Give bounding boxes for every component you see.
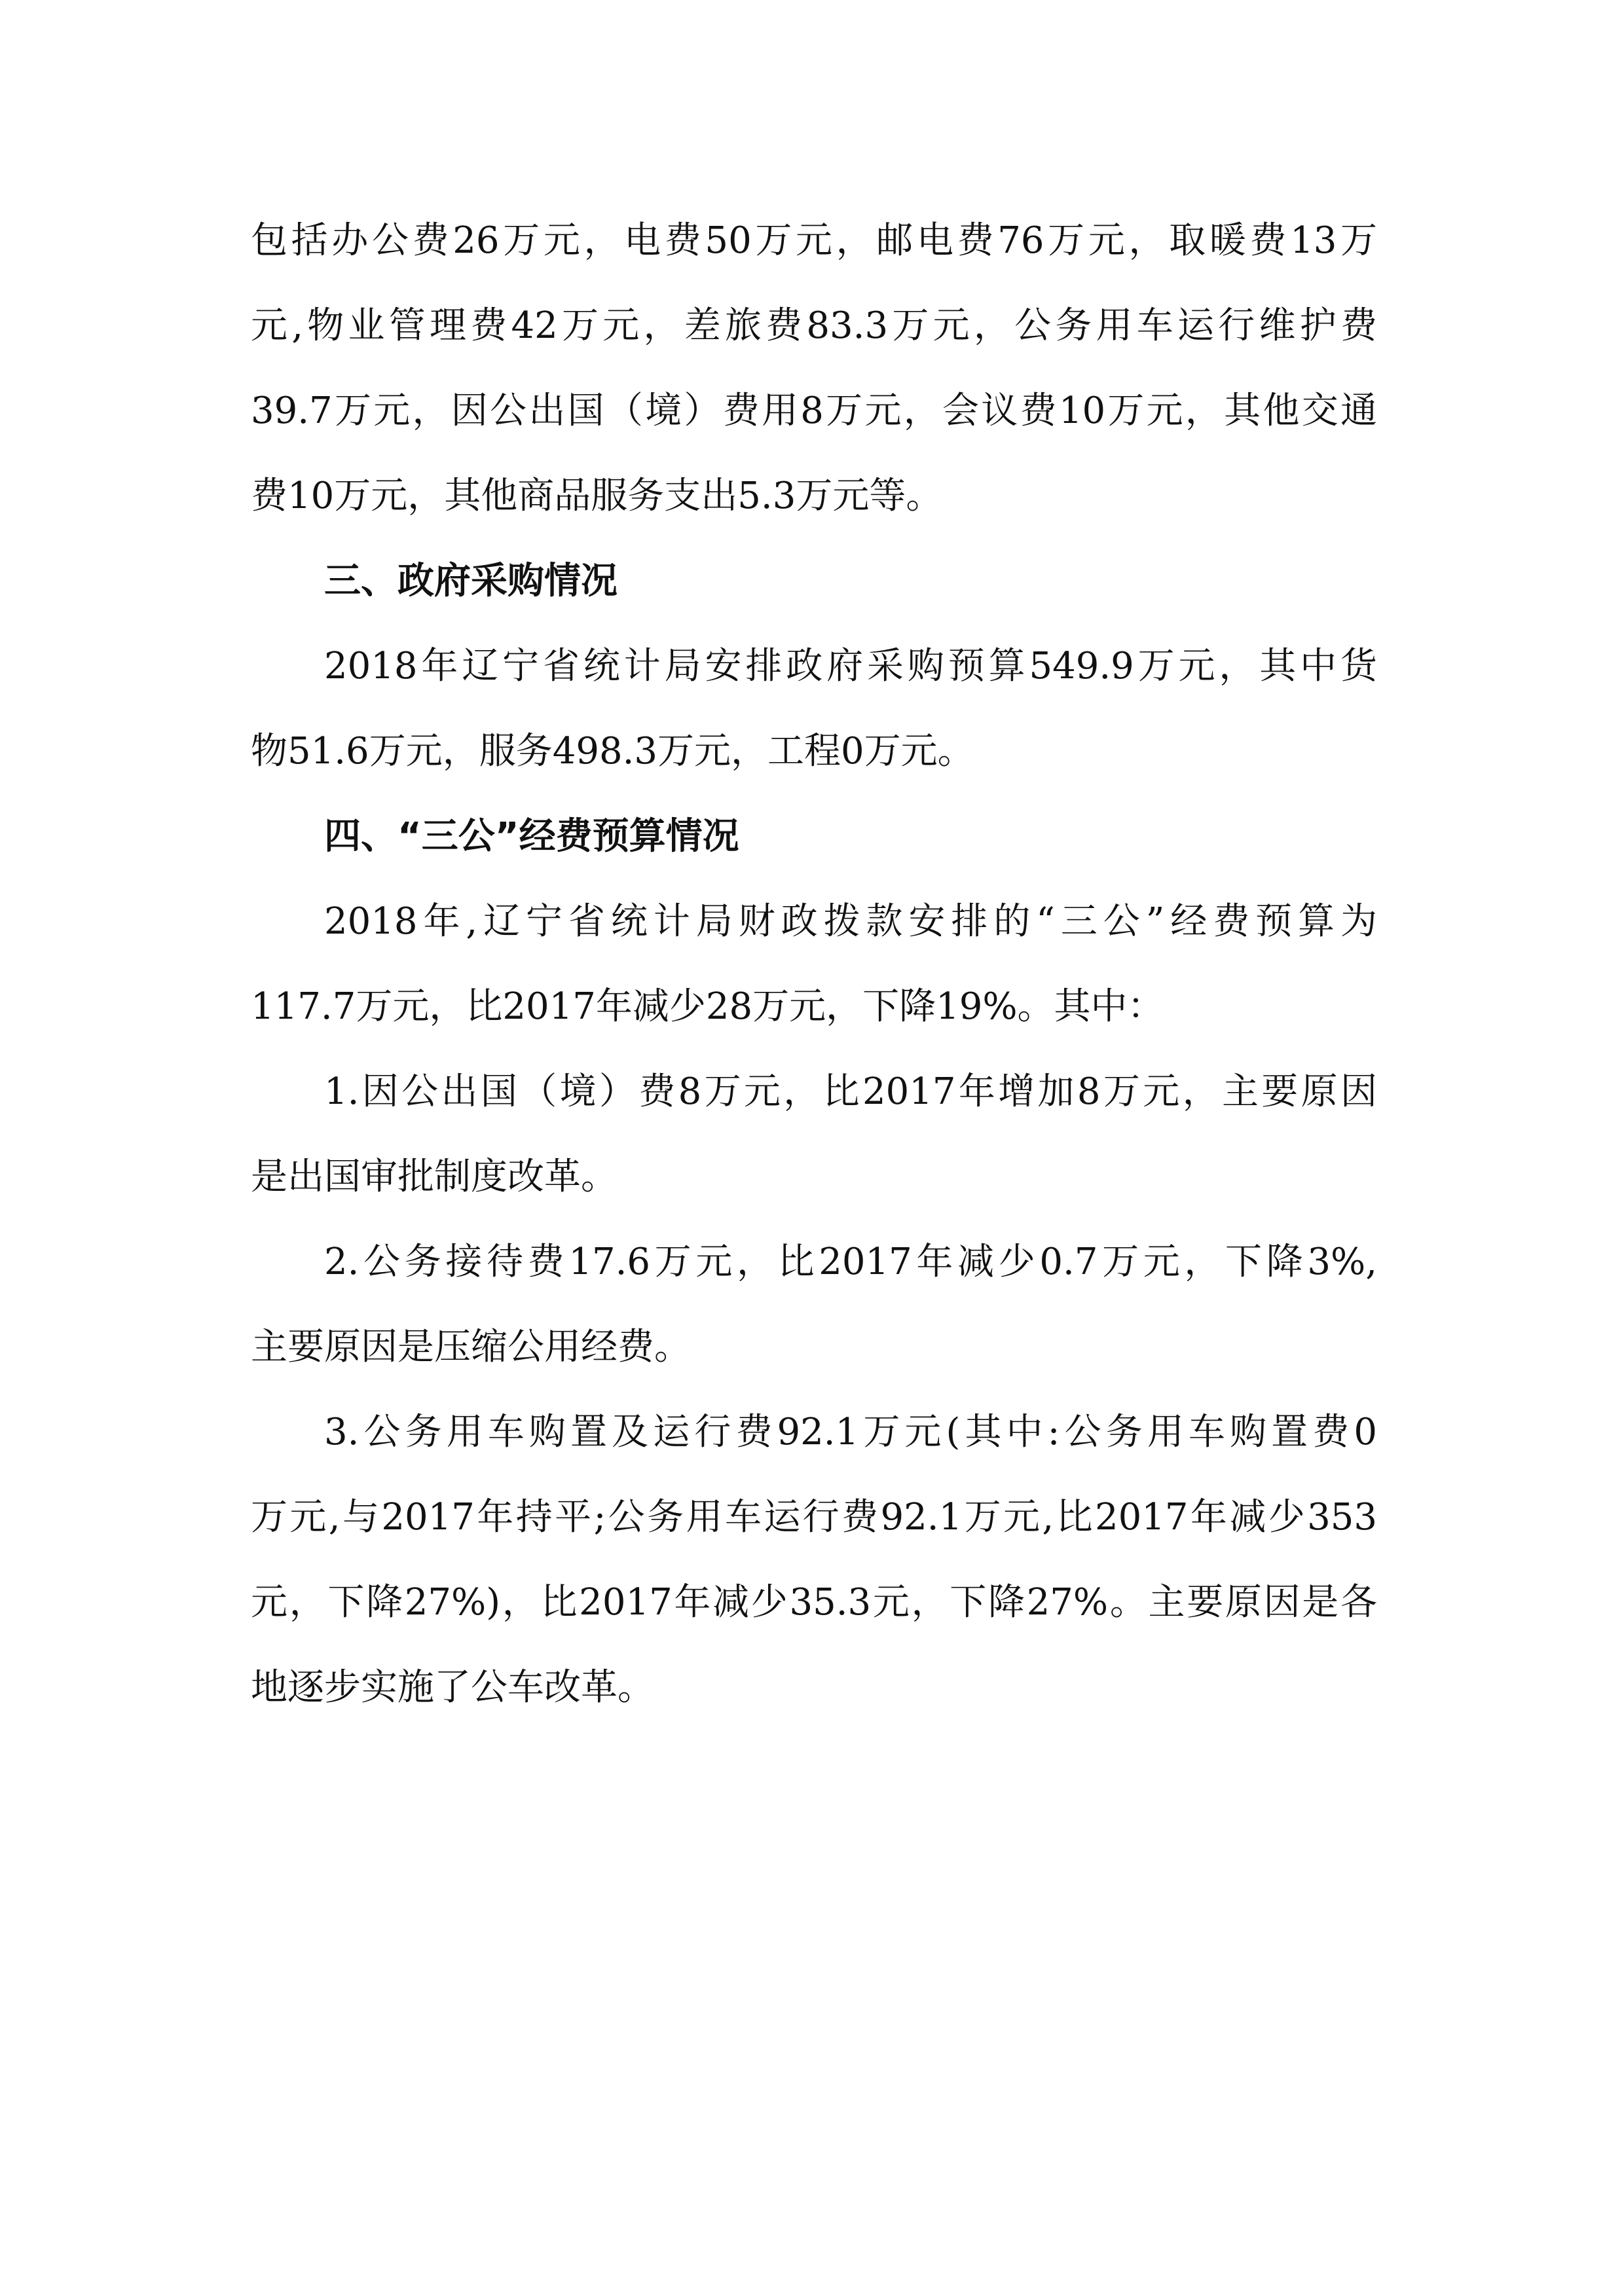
paragraph-line: 2018年,辽宁省统计局财政拨款安排的“三公”经费预算为 <box>324 900 1377 943</box>
paragraph-line: 万元,与2017年持平;公务用车运行费92.1万元,比2017年减少353 <box>251 1496 1377 1539</box>
paragraph-reception <box>251 1220 1377 1390</box>
paragraph-other-expenses <box>251 198 1377 539</box>
paragraph-vehicles <box>251 1390 1377 1730</box>
paragraph-line: 地逐步实施了公车改革。 <box>251 1666 654 1709</box>
paragraph-line: 元,物业管理费42万元，差旅费83.3万元，公务用车运行维护费 <box>251 304 1377 347</box>
paragraph-line: 是出国审批制度改革。 <box>251 1156 618 1198</box>
paragraph-line: 包括办公费26万元，电费50万元，邮电费76万元，取暖费13万 <box>251 219 1377 262</box>
paragraph-overseas-travel <box>251 1049 1377 1220</box>
paragraph-line: 1.因公出国（境）费8万元，比2017年增加8万元，主要原因 <box>324 1070 1377 1113</box>
paragraph-line: 物51.6万元，服务498.3万元，工程0万元。 <box>251 730 974 773</box>
paragraph-line: 元，下降27%)，比2017年减少35.3元，下降27%。主要原因是各 <box>251 1581 1377 1624</box>
heading-text: 四、“三公”经费预算情况 <box>324 815 739 858</box>
paragraph-line: 117.7万元，比2017年减少28万元，下降19%。其中： <box>251 985 1164 1028</box>
paragraph-line: 主要原因是压缩公用经费。 <box>251 1326 691 1368</box>
paragraph-line: 费10万元，其他商品服务支出5.3万元等。 <box>251 475 943 517</box>
paragraph-three-public-summary <box>251 879 1377 1049</box>
paragraph-line: 2.公务接待费17.6万元，比2017年减少0.7万元，下降3%, <box>324 1241 1377 1283</box>
heading-text: 三、政府采购情况 <box>324 560 618 602</box>
section-heading-three-public <box>251 794 1377 879</box>
paragraph-line: 39.7万元，因公出国（境）费用8万元，会议费10万元，其他交通 <box>251 390 1377 432</box>
paragraph-procurement <box>251 624 1377 794</box>
paragraph-line: 2018年辽宁省统计局安排政府采购预算549.9万元，其中货 <box>324 645 1377 687</box>
paragraph-line: 3.公务用车购置及运行费92.1万元(其中:公务用车购置费0 <box>324 1411 1377 1453</box>
section-heading-procurement <box>251 539 1377 624</box>
